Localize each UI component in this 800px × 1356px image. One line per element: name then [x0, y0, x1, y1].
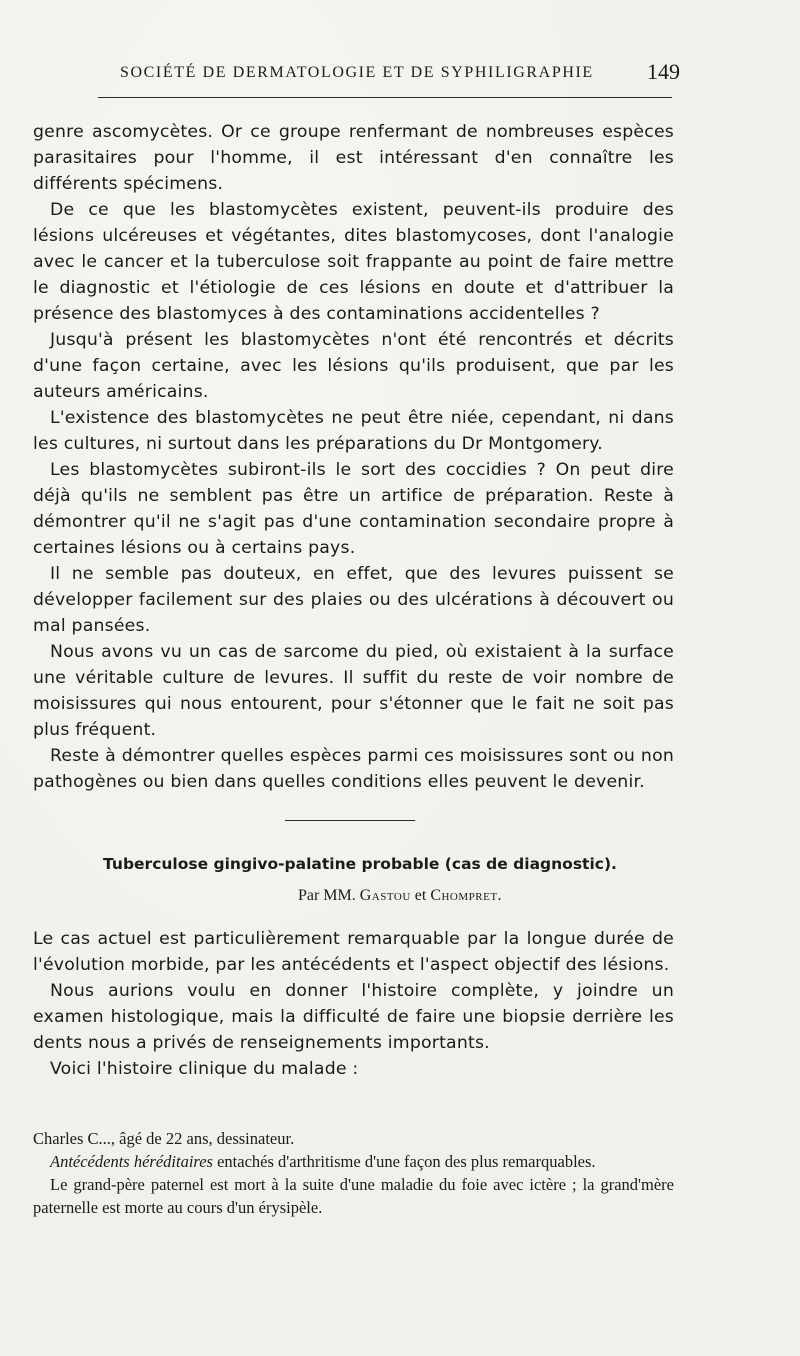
hereditary-paragraph: [33, 1150, 674, 1173]
case-notes: [33, 1127, 674, 1219]
paragraph: Nous avons vu un cas de sarcome du pied, où existaient à la surface une véritable culture de levures. Il suffit du reste de voir nombre de moisissures qui nous entourent, pour s'étonner que le fait ne soit pas plus fréquent.: [33, 642, 674, 740]
paragraph: Le cas actuel est particulièrement remarquable par la longue durée de l'évolution morbide, par les antécédents et l'aspect objectif des lésions.: [33, 929, 674, 975]
hereditary-label: Antécédents héréditaires: [50, 1152, 213, 1171]
page-number: 149: [647, 59, 680, 84]
second-text-block: [33, 926, 674, 1082]
patient-line: Charles C..., âgé de 22 ans, dessinateur.: [33, 1129, 295, 1148]
section-title: Tuberculose gingivo-palatine probable (cas de diagnostic).: [103, 855, 617, 873]
section-authors: [100, 887, 700, 905]
paragraph: Il ne semble pas douteux, en effet, que des levures puissent se développer facilement sur des plaies ou des ulcérations à découvert ou mal pansées.: [33, 564, 674, 636]
author-name: Gastou: [359, 887, 411, 904]
author-name: Chompret.: [430, 887, 503, 904]
hereditary-text: entachés d'arthritisme d'une façon des plus remarquables.: [217, 1152, 596, 1171]
paragraph: Nous aurions voulu en donner l'histoire complète, y joindre un examen histologique, mais la difficulté de faire une biopsie derrière les dents nous a privés de renseignements importants.: [33, 981, 674, 1053]
paragraph: Voici l'histoire clinique du malade :: [50, 1059, 359, 1079]
paragraph: Jusqu'à présent les blastomycètes n'ont été rencontrés et décrits d'une façon certaine, avec les lésions qu'ils produisent, que par les auteurs américains.: [33, 330, 674, 402]
running-title: SOCIÉTÉ DE DERMATOLOGIE ET DE SYPHILIGRAPHIE: [120, 64, 594, 81]
authors-joiner: et: [414, 887, 427, 904]
paragraph: De ce que les blastomycètes existent, peuvent-ils produire des lésions ulcéreuses et végétantes, dites blastomycoses, dont l'analogie avec le cancer et la tuberculose soit frappante au point de faire mettre le diagnostic et l'étiologie de ces lésions en doute et d'attribuer la présence des blastomyces à des contaminations accidentelles ?: [33, 200, 674, 324]
paragraph: Les blastomycètes subiront-ils le sort des coccidies ? On peut dire déjà qu'ils ne semblent pas être un artifice de préparation. Reste à démontrer qu'il ne s'agit pas d'une contamination secondaire propre à certaines lésions ou à certains pays.: [33, 460, 674, 558]
paragraph: genre ascomycètes. Or ce groupe renfermant de nombreuses espèces parasitaires pour l'homme, il est intéressant d'en connaître les différents spécimens.: [33, 122, 674, 194]
section-separator: [285, 820, 415, 821]
grandparents-paragraph: Le grand-père paternel est mort à la suite d'une maladie du foie avec ictère ; la grand'mère paternelle est morte au cours d'un érysipèle.: [33, 1175, 674, 1217]
header-rule: [98, 97, 672, 98]
running-head: [120, 59, 680, 86]
paragraph: L'existence des blastomycètes ne peut être niée, cependant, ni dans les cultures, ni surtout dans les préparations du Dr Montgomery.: [33, 408, 674, 454]
first-text-block: [33, 119, 674, 795]
paragraph: Reste à démontrer quelles espèces parmi ces moisissures sont ou non pathogènes ou bien dans quelles conditions elles peuvent le devenir.: [33, 746, 674, 792]
authors-prefix: Par MM.: [297, 887, 356, 904]
